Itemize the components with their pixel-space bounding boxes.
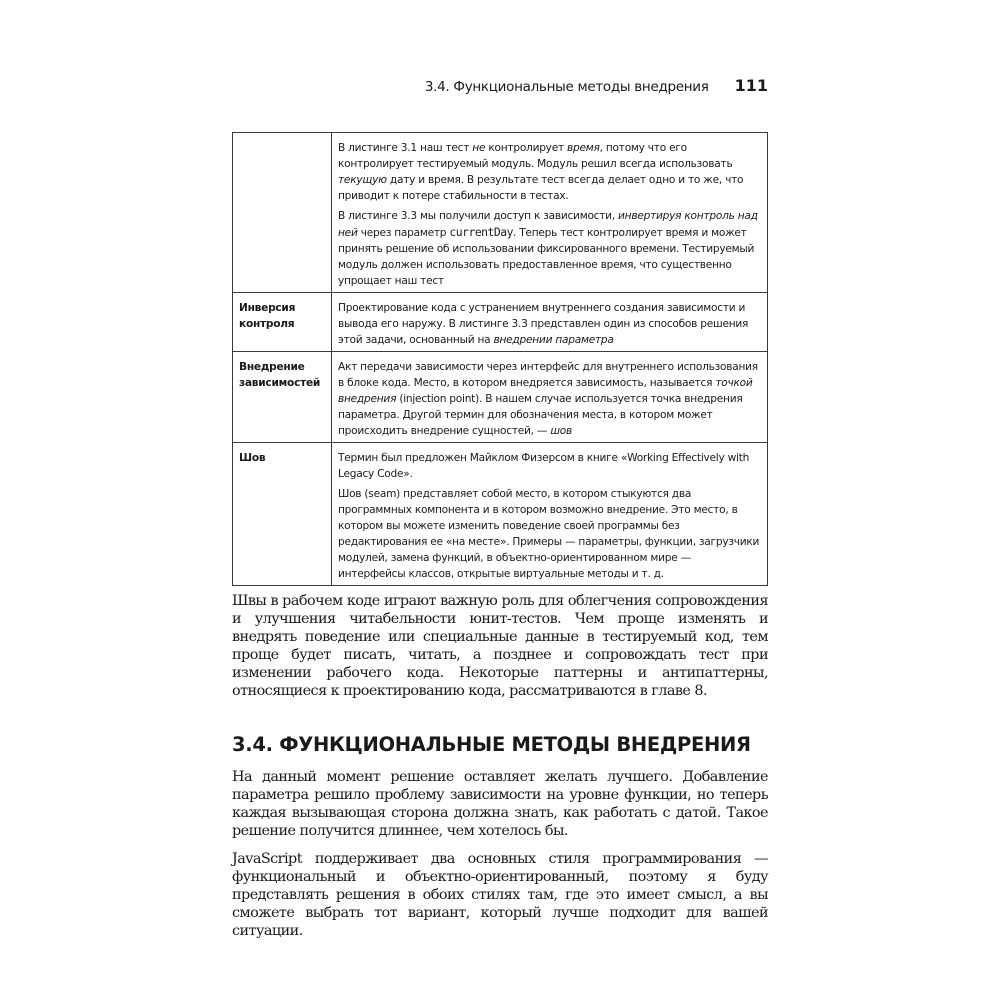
body-paragraph xyxy=(232,592,768,700)
term-cell-empty xyxy=(233,133,332,293)
running-head xyxy=(232,76,768,95)
definition-paragraph xyxy=(338,140,761,204)
text-run: дату и время. В результате тест всегда делает одно и то же, что приводит к потере стабильности в тестах. xyxy=(338,174,744,202)
terms-table xyxy=(232,132,768,586)
definition-cell xyxy=(332,352,768,443)
italic-run: шов xyxy=(550,425,573,437)
definition-paragraph xyxy=(338,300,761,348)
text-run: , потому что его контролирует тестируемый модуль. Модуль решил всегда использовать xyxy=(338,142,733,170)
text-run: . Теперь тест контролирует время и может принять решение об использовании фиксированного времени. Тестируемый модуль должен использовать предоставленное время, что существенно упрощает наш тест xyxy=(338,227,755,287)
paragraph-text: Швы в рабочем коде играют важную роль для облегчения сопровождения и улучшения читабельности юнит-тестов. Чем проще изменять и внедрять поведение или специальные данные в тестируемый код, тем проще будет писать, читать, а позднее и сопровождать тест при изменении рабочего кода. Некоторые паттерны и антипаттерны, относящиеся к проектированию кода, рассматриваются в главе 8. xyxy=(232,593,768,699)
table-row xyxy=(233,133,768,293)
italic-run: не xyxy=(472,142,486,154)
definition-cell xyxy=(332,443,768,586)
body-paragraph xyxy=(232,768,768,840)
running-title: 3.4. Функциональные методы внедрения xyxy=(424,79,709,95)
text-run: Проектирование кода с устранением внутреннего создания зависимости и вывода его наружу. В листинге 3.3 представлен один из способов решения этой задачи, основанный на xyxy=(338,302,749,346)
definition-paragraph: Шов (seam) представляет собой место, в котором стыкуются два программных компонента и в котором возможно внедрение. Это место, в котором вы можете изменить поведение своей программы без редактирования ее «на месте». Примеры — параметры, функции, загрузчики модулей, замена функций, в объектно-ориентированном мире — интерфейсы классов, открытые виртуальные методы и т. д. xyxy=(338,488,760,580)
page-number: 111 xyxy=(734,76,768,95)
definition-paragraph xyxy=(338,359,761,439)
italic-run: точкой внедрения xyxy=(338,377,753,405)
text-run: через параметр xyxy=(357,227,450,239)
text-run: (injection point). В нашем случае используется точка внедрения параметра. Другой термин для обозначения места, в котором может происходить внедрение сущностей, — xyxy=(338,393,743,437)
definition-paragraph xyxy=(338,208,761,289)
italic-run: инвертируя контроль над ней xyxy=(338,210,758,239)
paragraph-text: На данный момент решение оставляет желать лучшего. Добавление параметра решило проблему зависимости на уровне функции, но теперь каждая вызывающая сторона должна знать, как работать с датой. Такое решение получится длиннее, чем хотелось бы. xyxy=(232,769,768,839)
italic-run: текущую xyxy=(338,174,387,186)
text-run: В листинге 3.1 наш тест xyxy=(338,142,473,154)
table-row xyxy=(233,293,768,352)
text-run: В листинге 3.3 мы получили доступ к зависимости, xyxy=(338,210,619,222)
paragraph-text: JavaScript поддерживает два основных стиля программирования — функциональный и объектно-ориентированный, поэтому я буду представлять решения в обоих стилях там, где это имеет смысл, а вы сможете выбрать тот вариант, который лучше подходит для вашей ситуации. xyxy=(232,851,768,939)
table-row xyxy=(233,443,768,586)
term-cell: Шов xyxy=(233,443,332,586)
definition-cell xyxy=(332,293,768,352)
section-heading: 3.4. ФУНКЦИОНАЛЬНЫЕ МЕТОДЫ ВНЕДРЕНИЯ xyxy=(232,733,751,756)
term-cell: Внедрение зависимостей xyxy=(233,352,332,443)
body-paragraph xyxy=(232,850,768,940)
code-run: currentDay xyxy=(449,225,513,239)
definition-paragraph: Термин был предложен Майклом Физерсом в книге «Working Effectively with Legacy Code». xyxy=(338,452,750,480)
text-run: Акт передачи зависимости через интерфейс для внутреннего использования в блоке кода. Место, в котором внедряется зависимость, называется xyxy=(338,361,758,389)
table-row xyxy=(233,352,768,443)
term-cell: Инверсия контроля xyxy=(233,293,332,352)
definition-cell xyxy=(332,133,768,293)
italic-run: время xyxy=(567,142,600,154)
italic-run: внедрении параметра xyxy=(493,334,614,346)
text-run: контролирует xyxy=(485,142,568,154)
